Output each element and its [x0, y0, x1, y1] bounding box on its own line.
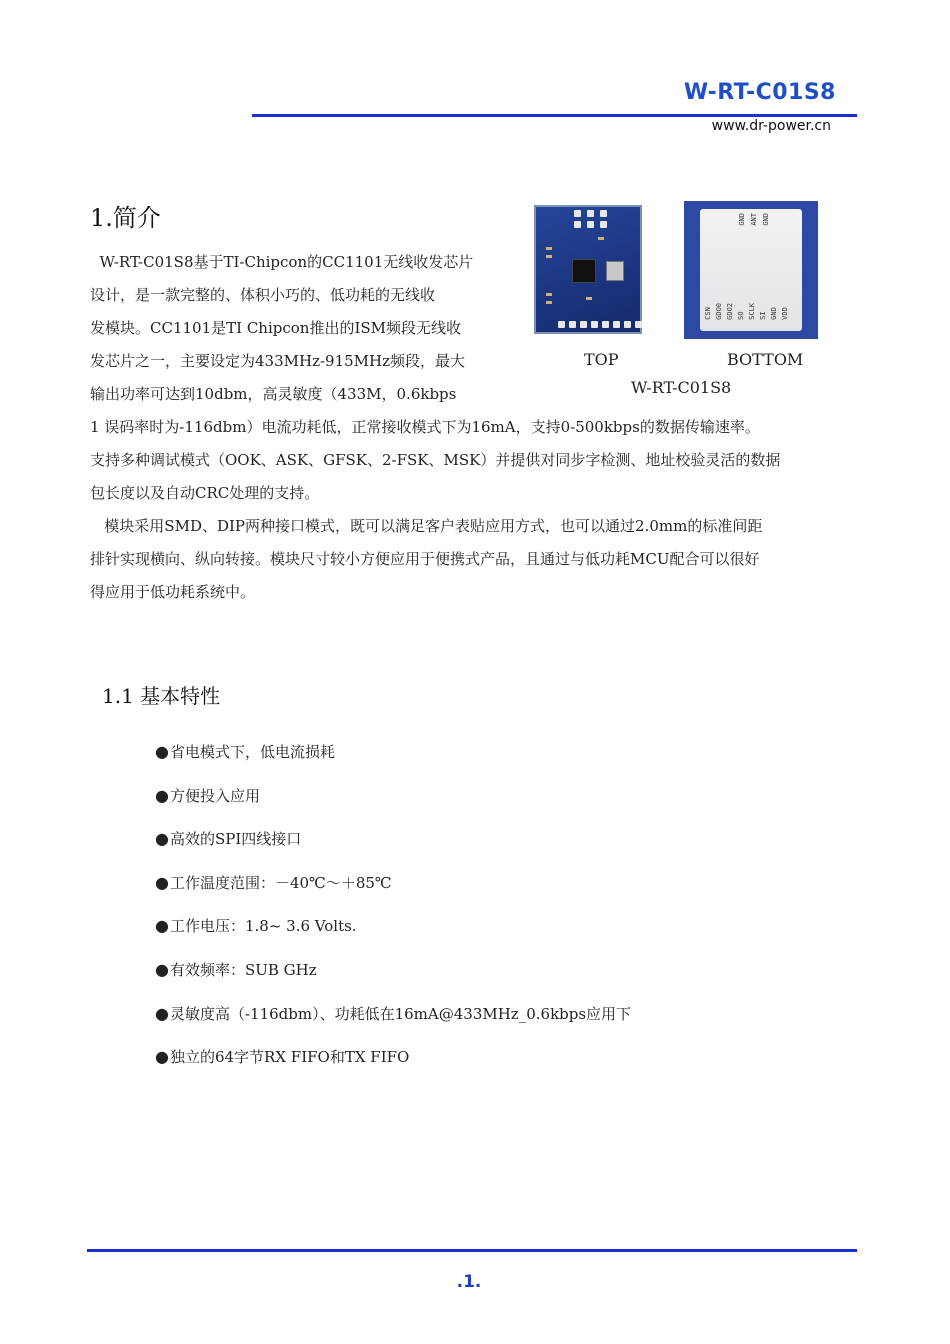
- bullet-icon: ●: [155, 742, 169, 761]
- top-pad-row: [574, 210, 607, 217]
- section-title-features: 1.1 基本特性: [102, 684, 221, 708]
- list-item: ●工作电压：1.8~ 3.6 Volts.: [155, 916, 357, 936]
- bottom-pad-row: [558, 321, 642, 328]
- intro-line: 模块采用SMD、DIP两种接口模式，既可以满足客户表贴应用方式，也可以通过2.0mm的标准间距: [90, 517, 763, 535]
- section-title-intro: 1.简介: [90, 204, 161, 232]
- header-model-title: W-RT-C01S8: [683, 80, 836, 105]
- list-item: ●工作温度范围：－40℃～＋85℃: [155, 872, 392, 892]
- bottom-lower-pin-labels: CSN GDO0 GDO2 SO SCLK SI GND VDD: [704, 303, 789, 320]
- bullet-icon: ●: [155, 829, 169, 849]
- intro-line: 得应用于低功耗系统中。: [90, 583, 256, 601]
- intro-line: W-RT-C01S8基于TI-Chipcon的CC1101无线收发芯片: [90, 253, 474, 271]
- intro-line: 1 误码率时为-116dbm）电流功耗低，正常接收模式下为16mA，支持0-500kbps的数据传输速率。: [90, 418, 760, 436]
- module-bottom-photo: [684, 201, 818, 339]
- bullet-icon: ●: [155, 916, 169, 936]
- module-bottom-board: [700, 209, 802, 331]
- top-pad-row: [574, 221, 607, 228]
- list-item: ●方便投入应用: [155, 785, 260, 805]
- intro-line: 包长度以及自动CRC处理的支持。: [90, 484, 320, 502]
- list-item: ●灵敏度高（-116dbm）、功耗低在16mA@433MHz_0.6kbps应用下: [155, 1003, 632, 1023]
- list-item: ●独立的64字节RX FIFO和TX FIFO: [155, 1047, 410, 1067]
- photo-caption-bottom: BOTTOM: [727, 350, 804, 369]
- intro-line: 排针实现横向、纵向转接。模块尺寸较小方便应用于便携式产品，且通过与低功耗MCU配合可以很好: [90, 550, 760, 568]
- intro-line: 发模块。CC1101是TI Chipcon推出的ISM频段无线收: [90, 319, 462, 337]
- bullet-icon: ●: [155, 785, 169, 805]
- photo-caption-top: TOP: [584, 350, 619, 369]
- bullet-icon: ●: [155, 872, 169, 892]
- list-item: ●有效频率：SUB GHz: [155, 959, 317, 979]
- intro-line: 发芯片之一，主要设定为433MHz-915MHz频段，最大: [90, 352, 466, 370]
- intro-paragraph: [90, 246, 780, 609]
- intro-line: 输出功率可达到10dbm，高灵敏度（433M，0.6kbps: [90, 385, 457, 403]
- bullet-icon: ●: [155, 1047, 169, 1067]
- intro-line: 设计，是一款完整的、体积小巧的、低功耗的无线收: [90, 286, 436, 304]
- list-item: ●高效的SPI四线接口: [155, 829, 302, 849]
- list-item: ●省电模式下，低电流损耗: [155, 742, 335, 761]
- intro-line: 支持多种调试模式（OOK、ASK、GFSK、2-FSK、MSK）并提供对同步字检测、地址校验灵活的数据: [90, 451, 781, 469]
- cc1101-chip: [572, 259, 596, 283]
- bottom-top-pin-labels: GND ANT GND: [738, 213, 770, 226]
- bullet-icon: ●: [155, 1003, 169, 1023]
- page-number: .1.: [456, 1272, 482, 1292]
- feature-list: [155, 736, 631, 1085]
- footer-divider: [87, 1249, 857, 1252]
- bullet-icon: ●: [155, 959, 169, 979]
- crystal-component: [606, 261, 624, 281]
- module-top-photo: [534, 205, 642, 334]
- photo-caption-model: W-RT-C01S8: [631, 378, 732, 397]
- header-divider: [252, 114, 857, 117]
- header-website: www.dr-power.cn: [711, 118, 831, 134]
